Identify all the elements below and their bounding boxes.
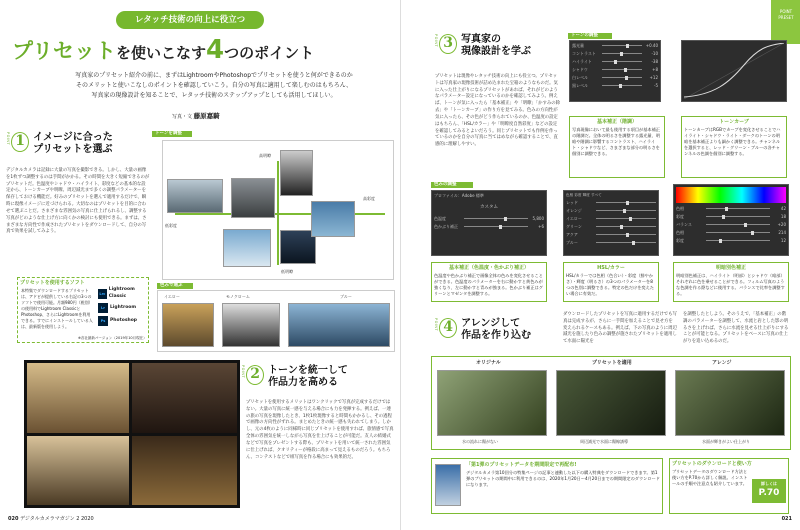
byline: 写真・文 藤原嘉騎 [172,112,220,120]
page-link-button[interactable]: 詳しくは P.70 [752,479,786,503]
travel-collage [24,360,240,508]
point-1-body: デジタルカメラは記録に大量の写真を撮影できる。しかし、大量の画像を1枚ずつ調整するのは手間がかかる。その時間を大きく短縮できるのがプリセットだ。色温度やシャドウ・ハイライト、彩度などの基本的な設定から、トーンカーブや明瞭、周辺減光まで多くの調整パラメーターを保存しておける機能だ。好みのプリセットを選んで適用するだけで、瞬時に現像イメージに近づけられる。大切なのはプリセットを目的に合わせて選ぶことだ。さまざまな雰囲気の写真に仕上げられるし、調整する写真がどのような仕上げ方に向くかの検討にも使用できる。まずは、さまざまな方向性で作成されたプリセットをダウンロードして、自分の写真で効果を試してみよう。 [6,168,150,235]
title-num: 4 [205,35,225,65]
slider-row[interactable] [676,238,786,243]
slider-label: 色かぶり補正 [434,223,458,229]
slider-label: コントラスト [572,50,596,56]
point-2-heading: POINT 2 トーンを統一して 作品力を高める [241,365,348,388]
point-3-body: プリセットは現像やレタッチ技術の向上にも役立つ。プリセットは写真家の現像技術が詰め込まれた宝箱のようなものだ。気に入った仕上がりになるプリセットがあれば、それがどのようなパラメーター設定になっているのかを確認してみよう。例えば、トーンが気に入ったら「基本補正」や「明瞭」「かすみの除去」や「トーンカーブ」の作り方を見てみる。色みの方向性が気に入ったら、その色がどう作られているのか、色温度の設定はもちろん、「HSL/カラー」や「明瞭度自然彩度」などの設定を確認してみるとよいだろう。同じプリセットでも作例を作っているのかを自分の写真に当てはめながら確認することで、直感的に理解しやすい。 [435,74,561,148]
slider-track[interactable] [464,226,528,227]
photo-preset [556,370,666,436]
label-original: オリジナル [476,360,501,366]
slider-track[interactable] [596,210,656,211]
slider-value: +6 [538,223,544,229]
color-label: 色みで選ぶ [157,283,193,289]
slider-knob[interactable] [624,68,627,72]
collage-photo-1 [27,363,129,433]
slider-label: 彩度 [676,237,684,243]
slider-knob[interactable] [619,84,622,88]
hsl-panel: 色相 彩度 輝度 すべて レッド オレンジ イエロー グリーン アクア ブルー [563,190,659,256]
hue-strip [676,187,786,203]
point-4-heading: POINT 4 アレンジして 作品を作り込む [434,318,532,341]
main-title [12,32,314,70]
slider-row[interactable] [572,83,658,88]
comparison-strip [431,356,791,450]
download-box: 「第1弾のプリセットデータを期間限定で再配布! デジタルカメラ第10回分の特集ページの記事と連動した以下の購入特典をダウンロードできます。第1弾のプリセットの期間中に利用できるのは、2020年1月20日～4月20日までの期間限定のダウンロードになります。 [431,458,663,514]
point-4-body-b: を調整したとしよう。そのうえで、「基本補正」の階調のパラメーターを調整して、水流と岩とした影の明るさを上げれば、さらに水流を見せる仕上がりにすることが可能となる。プリセットをベースに写真の仕上がりを追い込めるのだ。 [683,312,789,345]
caption-original: 水の流れに陽がない [462,439,498,444]
slider-value: +0.40 [645,42,658,48]
slider-track[interactable] [596,202,656,203]
tone-photo-high-sat [311,201,355,237]
basic-callout: 基本補正（階調） 写真現像において最も使用する項目が基本補正の階調だ。全体の明るさを調整する露光量、明暗や階調に影響するコントラスト、ハイライト・シャドウなど、さまざまな部分の明るさを個別に調整できる。 [569,116,665,178]
slider-track[interactable] [596,242,656,243]
slider-knob[interactable] [620,225,623,229]
tone-curve-panel [681,40,787,102]
collage-photo-4 [132,436,237,505]
slider-row[interactable] [676,206,786,211]
slider-value: 42 [780,205,786,211]
tone-photo-child [223,229,271,267]
curve-callout: トーンカーブ トーンカーブはRGBでカーブを変化させることでハイライト・シャドウ・ライト・ダークのトーンの明暗を基本補正よりも細かく調整できる。チャンネルを選択すると、レッド・グリーン・ブルーの各チャンネルの色調を個別に調整する。 [681,116,787,178]
corner-tab: POINT PRESET [771,0,800,44]
collage-photo-3 [27,436,129,505]
point-3-heading: POINT 3 写真家の 現像設計を学ぶ [434,34,532,57]
slider-label: ブルー [566,239,578,245]
slider-label: アクア [566,231,578,237]
slider-label: ハイライト [572,58,592,64]
point-4-body-a: ダウンロードしたプリセットを写真に適用するだけでも写真は完成するが、さらに一手間を加えることで見せ方を変えられるケースもある。例えば、下の写真のように周辺減光を施したり色みの調整が施されたプリセットを適用して水面に陽光を [563,312,677,345]
slider-track[interactable] [602,85,642,86]
slider-value: +12 [649,74,658,80]
label-high-sat: 高彩度 [363,196,375,201]
slider-value: 18 [780,213,786,219]
slider-row[interactable] [572,43,658,48]
label-mono: モノクローム [226,294,250,299]
color-photo-blue [288,303,390,347]
slider-knob[interactable] [625,76,628,80]
collage-photo-2 [132,363,237,433]
slider-value: 12 [780,237,786,243]
slider-label: レッド [566,199,578,205]
photoshop-icon: Ps [98,316,108,326]
tone-curve-graph [684,43,784,99]
slider-row[interactable] [676,214,786,219]
point-2-body: プリセットを使用するメリットはワンクリックで写真が完成するだけではない。大量の写真に統一感を与える場合にも力を発揮する。例えば、一連の旅の写真を現像したとき、1枚1枚現像すると時間もかかるし、その過程で画像の方向性がずれる。まとめたときの統一感も失われてしまう。しかし、元の4枚のように同様時に同じプリセットを使用すれば、旅情感で写真全体の雰囲気を統一しながら写真を仕上げることが可能だ。友人の結婚式などで写真をプレゼントする際も、プリセットを用いて統一された雰囲気に仕上げれば、クオリティーが格段に高まって見えるものだろう。もちろん、コンテストなどで組写真を作る場合にも効果的だ。 [246,400,394,460]
slider-knob[interactable] [614,60,617,64]
slider-label: 黒レベル [572,82,588,88]
lead-text: 写真家のプリセット紹介の前に、まずはLightroomやPhotoshopでプリセットを使うと何ができるのか そのメリットと使いこなしのポイントを確認していこう。自分の写真に適用して楽しむのはもちろん、 写真家の現像設計を知ることで、レタッチ技術のステップアップとしても活用してほしい。 [75,72,353,99]
slider-row[interactable] [572,51,658,56]
slider-label: 色温度 [434,215,446,221]
slider-row[interactable] [566,200,656,205]
slider-track[interactable] [596,226,656,227]
split-callout: 明暗別色補正 明暗別色補正は、ハイライト（明部）とシャドウ（暗部）それぞれに色を乗せることができる。フィルム写真のような色調を作る際などに使用する。バランスで比率を調整する。 [673,262,789,302]
slider-knob[interactable] [722,215,725,219]
photo-original [437,370,547,436]
slider-row[interactable] [434,216,544,221]
slider-label: 色相 [676,205,684,211]
tone-diagram [162,140,394,280]
slider-value: 5,800 [532,215,544,221]
tone-photo-high-clarity [280,150,313,196]
slider-track[interactable] [706,232,770,233]
slider-value: 214 [778,229,786,235]
magazine-cover [435,464,461,506]
split-panel [673,184,789,256]
slider-knob[interactable] [744,223,747,227]
tone-label: トーンを調整 [152,131,192,137]
lightroom-classic-icon: Lrc [98,289,107,299]
slider-label: 彩度 [676,213,684,219]
caption-preset: 周辺減光で水面に陽線誘導 [580,439,628,444]
slider-knob[interactable] [719,239,722,243]
slider-label: グリーン [566,223,582,229]
slider-label: 色相 [676,229,684,235]
label-high-clarity: 高明瞭 [259,153,271,158]
slider-knob[interactable] [499,225,502,229]
slider-track[interactable] [596,234,656,235]
slider-knob[interactable] [725,207,728,211]
slider-value: +20 [777,221,786,227]
label-blue: ブルー [340,294,352,299]
label-low-clarity: 低明瞭 [281,269,293,274]
slider-row[interactable] [676,222,786,227]
tone-adjust-bar: トーンの調整 [568,33,612,39]
software-box: プリセットを使用するソフト 本特集でダウンロードするプリセットは、アドビが提供している右記の3つのソフトで使用可能。月額980円（税別）の使用料でLightroom Classicと Photoshop、さらにLightroomを利用できる。すでにインストールしている人は、最新版を使用しよう。 Lrc Lightroom Classic Lr Lightroom Ps Photoshop ※各社最新バージョン（2019年10月現在） [17,277,149,343]
slider-row[interactable] [566,232,656,237]
slider-row[interactable] [676,230,786,235]
slider-row[interactable] [566,216,656,221]
slider-row[interactable] [566,208,656,213]
tagline-pill: レタッチ技術の向上に役立つ [116,11,264,29]
label-low-sat: 低彩度 [165,223,177,228]
wb-panel: プロファイル：Adobe 標準 カスタム 色温度 5,800 色かぶり補正 +6 [431,190,547,256]
slider-value: -10 [651,50,658,56]
slider-knob[interactable] [504,217,507,221]
slider-value: -5 [654,82,658,88]
slider-track[interactable] [706,216,770,217]
slider-track[interactable] [602,77,642,78]
slider-track[interactable] [602,53,642,54]
slider-track[interactable] [464,218,528,219]
color-group [157,290,395,352]
slider-knob[interactable] [629,217,632,221]
slider-knob[interactable] [632,241,635,245]
slider-row[interactable] [434,224,544,229]
slider-knob[interactable] [626,201,629,205]
point-1-heading: POINT 1 イメージに合った プリセットを選ぶ [6,132,113,155]
slider-row[interactable] [572,75,658,80]
slider-label: 露光量 [572,42,584,48]
label-preset: プリセットを適用 [592,360,632,366]
label-yellow: イエロー [164,294,180,299]
tone-photo-far-low-sat [167,179,223,213]
slider-track[interactable] [706,208,770,209]
caption-arrange: 水面が輝きがよい仕上がり [702,439,750,444]
slider-track[interactable] [706,240,770,241]
color-photo-mono [222,303,280,347]
slider-label: イエロー [566,215,582,221]
slider-track[interactable] [706,224,770,225]
how-to-box: プリセットのダウンロードと使い方 プリセットデータのダウンロード方法と使い方をP.70から詳しく解説。インストールの手順や注意点も紹介しています。 詳しくは P.70 [669,458,789,514]
slider-label: バランス [676,221,692,227]
slider-track[interactable] [602,45,642,46]
tone-photo-low-sat [231,178,275,218]
slider-row[interactable] [566,240,656,245]
hsl-callout: HSL/カラー HSL/カラーでは色相（色合い）・彩度（鮮やかさ）・輝度（明るさ）の3つのパラメーターを8つの色別に調整できる。特定の色だけを変えたい場合に有効だ。 [563,262,659,302]
slider-track[interactable] [596,218,656,219]
right-folio: 021 [781,516,792,522]
slider-track[interactable] [602,69,642,70]
slider-track[interactable] [602,61,642,62]
slider-label: シャドウ [572,66,588,72]
right-page [400,0,800,530]
label-arrange: アレンジ [712,360,732,366]
slider-row[interactable] [572,59,658,64]
left-footer: 020 デジタルカメラマガジン 2 2020 [8,516,94,522]
slider-knob[interactable] [626,233,629,237]
wb-callout: 基本補正（色温度・色かぶり補正） 色温度や色かぶり補正で画像全体の色みを変化させることができる。色温度のパラメーターを右に動かすと黄色みが強くなり、左に動かすと青みが強まる。色かぶり補正はグリーンとマゼンタを調整する。 [431,262,547,302]
slider-row[interactable] [572,67,658,72]
title-mid: を使いこなす [115,44,206,62]
photo-arrange [675,370,785,436]
slider-value: +8 [652,66,658,72]
basic-panel [569,40,661,102]
slider-label: 白レベル [572,74,588,80]
slider-knob[interactable] [751,231,754,235]
slider-value: -38 [651,58,658,64]
slider-knob[interactable] [623,209,626,213]
slider-knob[interactable] [620,52,623,56]
slider-row[interactable] [566,224,656,229]
title-post: つのポイント [224,44,315,62]
slider-knob[interactable] [626,44,629,48]
color-adjust-bar: 色みの調整 [431,182,473,188]
color-photo-yellow [162,303,214,347]
lightroom-icon: Lr [98,303,108,313]
software-list: Lrc Lightroom Classic Lr Lightroom Ps Photoshop [98,287,148,326]
title-preset: プリセット [12,39,116,63]
slider-label: オレンジ [566,207,582,213]
